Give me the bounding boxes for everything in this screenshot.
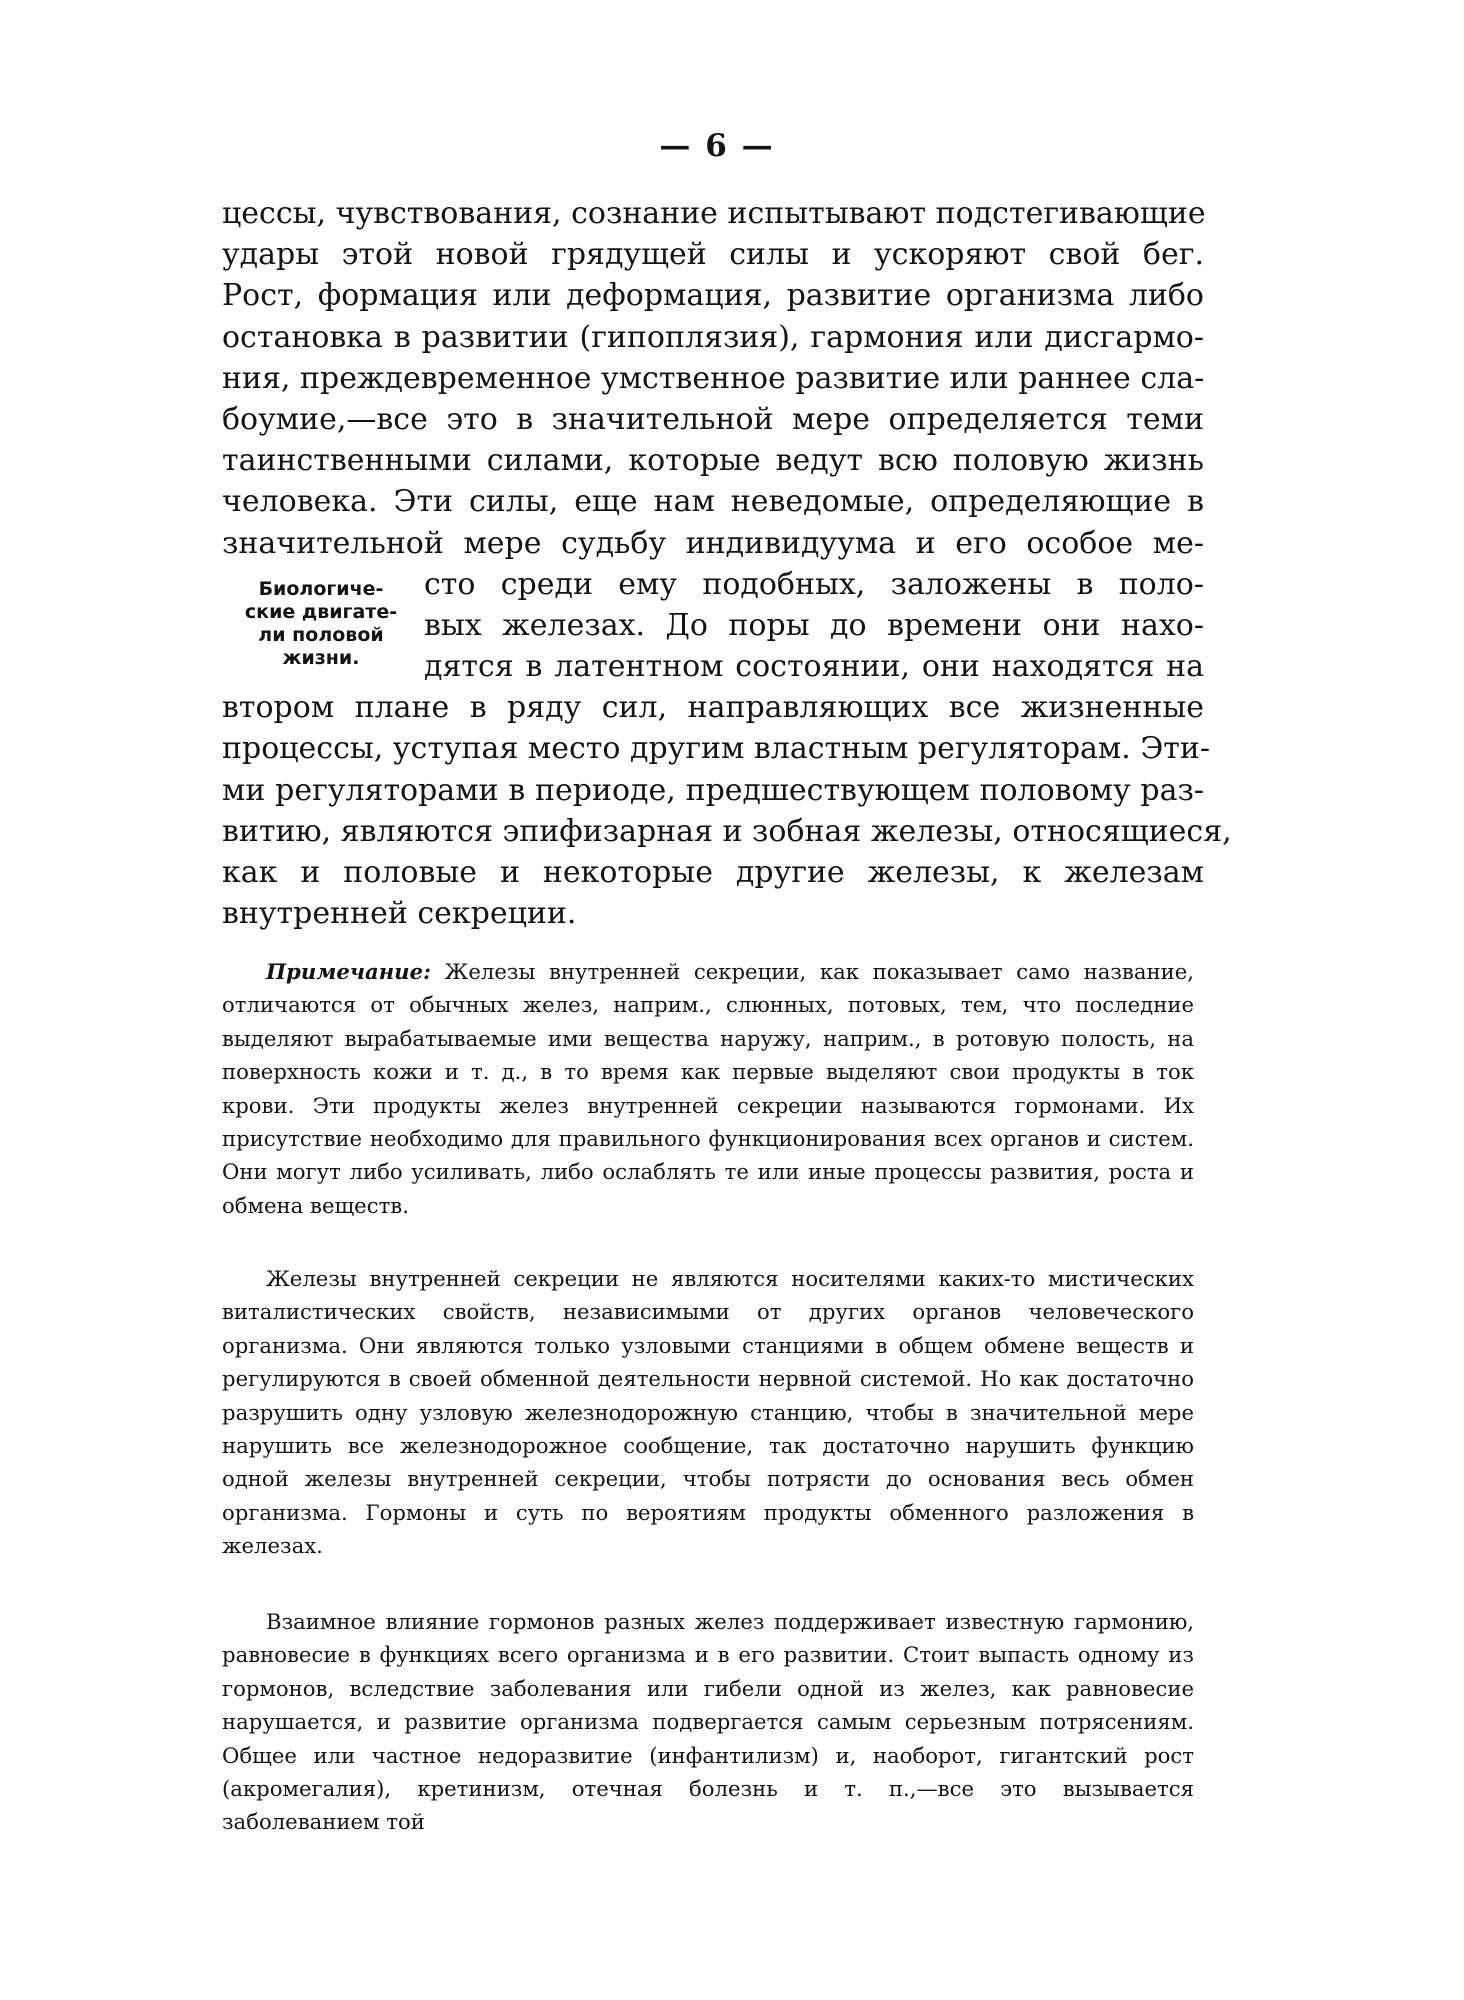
text-line: боумие,—все это в значительной мере определяется теми [222, 401, 1204, 437]
text-line: цессы, чувствования, сознание испытывают подстегивающие [222, 196, 1206, 231]
paragraph: Железы внутренней секреции не являются носителями каких-то мистических виталистических свойств, независимыми от других органов человеческого организма. Они являются только узловыми станциями в общем обмене веществ и регулируются в своей обменной деятельности нервной системой. Но как достаточно разрушить одну узловую железнодорожную станцию, чтобы в значительной мере нарушить все железнодорожное сообщение, так достаточно нарушить функцию одной железы внутренней секреции, чтобы потрясти до основания весь обмен организма. Гормоны и суть по вероятиям продукты обменного разложения в железах. [222, 1266, 1194, 1559]
margin-note-line: ские двигате- [244, 601, 398, 623]
note-label: Примечание: [266, 959, 431, 984]
text-line: вых железах. До поры до времени они нахо- [424, 607, 1204, 643]
page-number: — 6 — [659, 128, 775, 164]
note-paragraph [222, 955, 1194, 1222]
text-line: Рост, формация или деформация, развитие организма либо [222, 278, 1204, 314]
note-text: Железы внутренней секреции, как показывает само название, отличаются от обычных желез, наприм., слюнных, потовых, тем, что последние выделяют вырабатываемые ими вещества наружу, наприм., в ротовую полость, на поверхность кожи и т. д., в то время как первые выделяют свои продукты в ток крови. Эти продукты желез внутренней секреции называются гормонами. Их присутствие необходимо для правильного функционирования всех органов и систем. Они могут либо усиливать, либо ослаблять те или иные процессы развития, роста и обмена веществ. [222, 959, 1194, 1218]
text-line: таинственными силами, которые ведут всю половую жизнь [222, 443, 1204, 479]
text-line: человека. Эти силы, еще нам неведомые, определяющие в [222, 484, 1204, 520]
main-text [222, 193, 1232, 934]
text-line: витию, являются эпифизарная и зобная железы, относящиеся, [222, 813, 1232, 849]
text-line: как и половые и некоторые другие железы, к железам [222, 855, 1204, 890]
text-line: внутренней секреции. [222, 896, 577, 932]
text-line: удары этой новой грядущей силы и ускоряют свой бег. [222, 237, 1204, 273]
margin-note [236, 578, 406, 670]
margin-note-line: жизни. [282, 647, 360, 669]
text-line: остановка в развитии (гипоплязия), гармония или дисгармо- [222, 319, 1204, 355]
text-line: дятся в латентном состоянии, они находятся на [424, 649, 1204, 685]
margin-note-line: ли половой [258, 624, 384, 646]
text-line: ния, преждевременное умственное развитие или раннее сла- [222, 360, 1205, 396]
paragraph: Взаимное влияние гормонов разных желез поддерживает известную гармонию, равновесие в функциях всего организма и в его развитии. Стоит выпасть одному из гормонов, вследствие заболевания или гибели одной из желез, как равновесие нарушается, и развитие организма подвергается самым серьезным потрясениям. Общее или частное недоразвитие (инфантилизм) и, наоборот, гигантский рост (акромегалия), кретинизм, отечная болезнь и т. п.,—все это вызывается заболеванием той [222, 1609, 1194, 1835]
text-line: значительной мере судьбу индивидуума и его особое ме- [222, 525, 1204, 561]
margin-note-line: Биологиче- [258, 578, 384, 600]
text-line: сто среди ему подобных, заложены в поло- [424, 566, 1204, 602]
text-line: процессы, уступая место другим властным регуляторам. Эти- [222, 731, 1211, 767]
text-line: ми регуляторами в периоде, предшествующем половому раз- [222, 772, 1204, 808]
text-line: втором плане в ряду сил, направляющих все жизненные [222, 690, 1204, 726]
